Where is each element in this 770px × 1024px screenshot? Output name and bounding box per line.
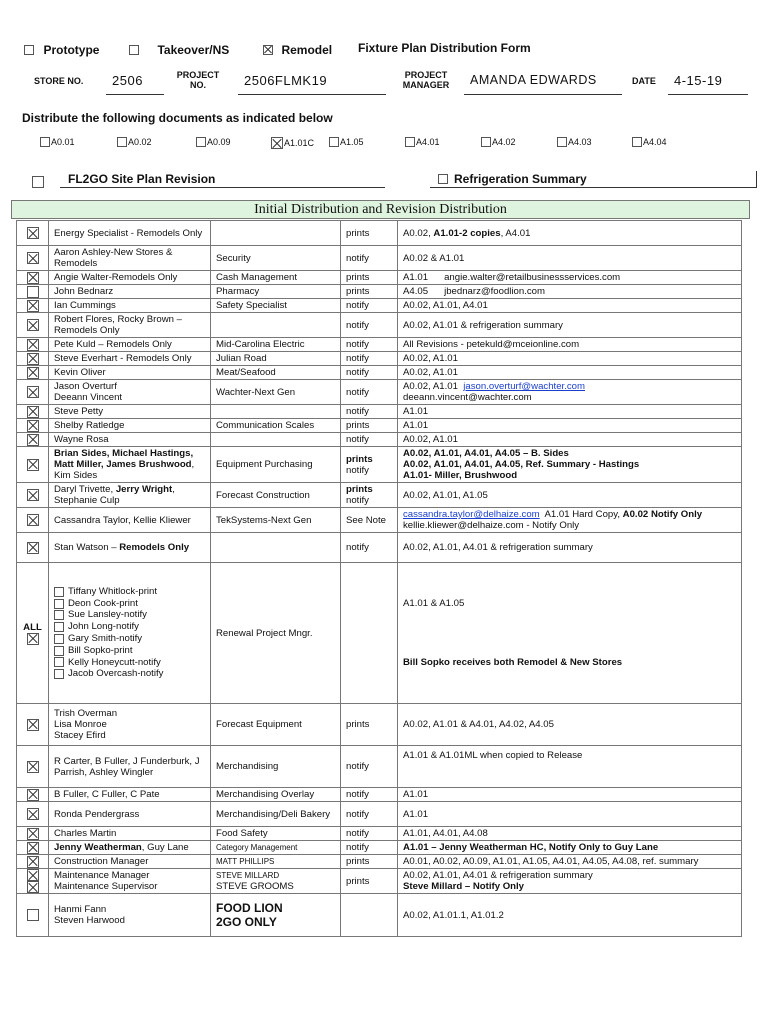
checkbox-icon[interactable] bbox=[117, 137, 127, 147]
method: notify bbox=[341, 338, 398, 352]
table-row bbox=[17, 746, 742, 788]
doc-a4-02[interactable]: A4.02 bbox=[481, 137, 516, 147]
list-item: John Long-notify bbox=[54, 621, 205, 633]
documents: A1.01 & A1.01ML when copied to Release bbox=[398, 746, 742, 788]
method: prints notify bbox=[341, 483, 398, 508]
table-row bbox=[17, 313, 742, 338]
checkbox-checked-icon[interactable] bbox=[27, 808, 39, 820]
fl2go-site-plan-line bbox=[60, 171, 385, 188]
checkbox-icon[interactable] bbox=[632, 137, 642, 147]
table-row bbox=[17, 483, 742, 508]
checkbox-checked-icon[interactable] bbox=[27, 856, 39, 868]
table-row bbox=[17, 352, 742, 366]
recipient: Maintenance Manager Maintenance Supervisor bbox=[49, 869, 211, 894]
documents: All Revisions - petekuld@mceionline.com bbox=[398, 338, 742, 352]
checkbox-icon[interactable] bbox=[54, 646, 64, 656]
department: Julian Road bbox=[211, 352, 341, 366]
checkbox-checked-icon[interactable] bbox=[27, 420, 39, 432]
checkbox-icon[interactable] bbox=[54, 610, 64, 620]
checkbox-icon[interactable] bbox=[405, 137, 415, 147]
documents: A0.02, A1.01 bbox=[398, 366, 742, 380]
method: notify bbox=[341, 827, 398, 841]
documents: A0.02, A1.01, A4.01 & refrigeration summary Steve Millard – Notify Only bbox=[398, 869, 742, 894]
option-remodel[interactable]: Remodel bbox=[263, 41, 332, 59]
table-row bbox=[17, 221, 742, 246]
checkbox-icon[interactable] bbox=[24, 45, 34, 55]
documents: A1.01 bbox=[398, 405, 742, 419]
table-row bbox=[17, 841, 742, 855]
department: TekSystems-Next Gen bbox=[211, 508, 341, 533]
recipient: Trish Overman Lisa Monroe Stacey Efird bbox=[49, 704, 211, 746]
checkbox-checked-icon[interactable] bbox=[27, 842, 39, 854]
documents: A0.02, A1.01 bbox=[398, 433, 742, 447]
table-row bbox=[17, 788, 742, 802]
documents: A1.01 angie.walter@retailbusinessservices.com bbox=[398, 271, 742, 285]
project-no-field[interactable]: 2506FLMK19 bbox=[238, 70, 386, 95]
email-link[interactable]: jason.overturf@wachter.com bbox=[463, 381, 585, 392]
checkbox-checked-icon[interactable] bbox=[27, 542, 39, 554]
documents: A0.02, A1.01 jason.overturf@wachter.com deeann.vincent@wachter.com bbox=[398, 380, 742, 405]
table-row bbox=[17, 366, 742, 380]
table-row bbox=[17, 855, 742, 869]
department: Forecast Construction bbox=[211, 483, 341, 508]
documents: A1.01 & A1.05 Bill Sopko receives both Remodel & New Stores bbox=[398, 563, 742, 704]
method: notify bbox=[341, 746, 398, 788]
documents: cassandra.taylor@delhaize.com A1.01 Hard Copy, A0.02 Notify Only kellie.kliewer@delhaize.com - Notify Only bbox=[398, 508, 742, 533]
table-row bbox=[17, 433, 742, 447]
recipient: Shelby Ratledge bbox=[49, 419, 211, 433]
recipient: Wayne Rosa bbox=[49, 433, 211, 447]
method: notify bbox=[341, 802, 398, 827]
doc-a1-01c[interactable]: A1.01C bbox=[271, 137, 314, 149]
fl2go-site-plan-checkbox[interactable] bbox=[32, 176, 44, 188]
department: Communication Scales bbox=[211, 419, 341, 433]
date-field[interactable]: 4-15-19 bbox=[668, 70, 748, 95]
list-item: Kelly Honeycutt-notify bbox=[54, 657, 205, 669]
recipient: R Carter, B Fuller, J Funderburk, J Parrish, Ashley Wingler bbox=[49, 746, 211, 788]
method: See Note bbox=[341, 508, 398, 533]
documents: A1.01 bbox=[398, 419, 742, 433]
form-title: Fixture Plan Distribution Form bbox=[358, 41, 531, 55]
recipient-list bbox=[49, 563, 211, 704]
table-row bbox=[17, 563, 742, 704]
table-row bbox=[17, 338, 742, 352]
department: Meat/Seafood bbox=[211, 366, 341, 380]
method: prints notify bbox=[341, 447, 398, 483]
method: prints bbox=[341, 221, 398, 246]
list-item: Sue Lansley-notify bbox=[54, 609, 205, 621]
department: Food Safety bbox=[211, 827, 341, 841]
documents: A0.02, A1.01, A4.01 bbox=[398, 299, 742, 313]
department bbox=[211, 405, 341, 419]
checkbox-checked-icon[interactable] bbox=[27, 272, 39, 284]
table-row bbox=[17, 508, 742, 533]
project-manager-field[interactable]: AMANDA EDWARDS bbox=[464, 70, 622, 95]
documents: A1.01, A4.01, A4.08 bbox=[398, 827, 742, 841]
recipient: Hanmi Fann Steven Harwood bbox=[49, 894, 211, 937]
checkbox-icon[interactable] bbox=[54, 622, 64, 632]
checkbox-icon[interactable] bbox=[27, 909, 39, 921]
recipient: Steve Everhart - Remodels Only bbox=[49, 352, 211, 366]
table-row bbox=[17, 447, 742, 483]
checkbox-checked-icon[interactable] bbox=[27, 489, 39, 501]
department bbox=[211, 433, 341, 447]
recipient: Daryl Trivette, Jerry Wright, Stephanie Culp bbox=[49, 483, 211, 508]
department: Forecast Equipment bbox=[211, 704, 341, 746]
department: Pharmacy bbox=[211, 285, 341, 299]
method: notify bbox=[341, 841, 398, 855]
refrigeration-summary-checkbox[interactable] bbox=[438, 174, 448, 184]
documents: A0.02, A1.01 bbox=[398, 352, 742, 366]
department bbox=[211, 533, 341, 563]
documents: A4.05 jbednarz@foodlion.com bbox=[398, 285, 742, 299]
method: notify bbox=[341, 246, 398, 271]
doc-a4-03[interactable]: A4.03 bbox=[557, 137, 592, 147]
documents: A1.01 – Jenny Weatherman HC, Notify Only to Guy Lane bbox=[398, 841, 742, 855]
method: notify bbox=[341, 299, 398, 313]
checkbox-icon[interactable] bbox=[27, 286, 39, 298]
checkbox-checked-icon[interactable] bbox=[27, 719, 39, 731]
department: Mid-Carolina Electric bbox=[211, 338, 341, 352]
doc-a1-05[interactable]: A1.05 bbox=[329, 137, 364, 147]
fl2go-site-plan-label: FL2GO Site Plan Revision bbox=[68, 172, 216, 186]
department: Cash Management bbox=[211, 271, 341, 285]
table-row bbox=[17, 285, 742, 299]
refrigeration-summary-label: Refrigeration Summary bbox=[454, 172, 587, 186]
recipient: Charles Martin bbox=[49, 827, 211, 841]
department: Security bbox=[211, 246, 341, 271]
method bbox=[341, 894, 398, 937]
recipient: Pete Kuld – Remodels Only bbox=[49, 338, 211, 352]
option-takeover-ns[interactable]: Takeover/NS bbox=[129, 41, 229, 59]
recipient: Ian Cummings bbox=[49, 299, 211, 313]
checkbox-icon[interactable] bbox=[129, 45, 139, 55]
documents: A1.01 bbox=[398, 788, 742, 802]
list-item: Bill Sopko-print bbox=[54, 645, 205, 657]
table-row bbox=[17, 802, 742, 827]
checkbox-checked-icon[interactable] bbox=[27, 300, 39, 312]
department: FOOD LION 2GO ONLY bbox=[211, 894, 341, 937]
method: prints bbox=[341, 285, 398, 299]
checkbox-checked-icon[interactable] bbox=[27, 434, 39, 446]
department: Merchandising/Deli Bakery bbox=[211, 802, 341, 827]
recipient: Stan Watson – Remodels Only bbox=[49, 533, 211, 563]
store-no-label: STORE NO. bbox=[34, 76, 84, 86]
checkbox-icon[interactable] bbox=[54, 634, 64, 644]
checkbox-checked-icon[interactable] bbox=[27, 459, 39, 471]
department: MATT PHILLIPS bbox=[211, 855, 341, 869]
checkbox-icon[interactable] bbox=[481, 137, 491, 147]
table-row bbox=[17, 419, 742, 433]
documents: A0.02, A1.01, A1.05 bbox=[398, 483, 742, 508]
recipient: Kevin Oliver bbox=[49, 366, 211, 380]
method: notify bbox=[341, 313, 398, 338]
table-row bbox=[17, 827, 742, 841]
recipient: John Bednarz bbox=[49, 285, 211, 299]
recipient: Brian Sides, Michael Hastings, Matt Miller, James Brushwood, Kim Sides bbox=[49, 447, 211, 483]
recipient: Energy Specialist - Remodels Only bbox=[49, 221, 211, 246]
checkbox-checked-icon[interactable] bbox=[271, 137, 283, 149]
documents: A0.01, A0.02, A0.09, A1.01, A1.05, A4.01, A4.05, A4.08, ref. summary bbox=[398, 855, 742, 869]
recipient: Construction Manager bbox=[49, 855, 211, 869]
list-item: Tiffany Whitlock-print bbox=[54, 586, 205, 598]
checkbox-checked-icon[interactable] bbox=[27, 367, 39, 379]
checkbox-checked-icon[interactable] bbox=[27, 828, 39, 840]
table-row bbox=[17, 380, 742, 405]
checkbox-checked-icon[interactable] bbox=[27, 789, 39, 801]
distribution-table bbox=[16, 220, 742, 937]
email-link[interactable]: cassandra.taylor@delhaize.com bbox=[403, 509, 540, 520]
department: Wachter-Next Gen bbox=[211, 380, 341, 405]
checkbox-icon[interactable] bbox=[54, 657, 64, 667]
table-row bbox=[17, 246, 742, 271]
store-no-field[interactable]: 2506 bbox=[106, 70, 164, 95]
department bbox=[211, 221, 341, 246]
list-item: Gary Smith-notify bbox=[54, 633, 205, 645]
department: Merchandising bbox=[211, 746, 341, 788]
recipient: Jason Overturf Deeann Vincent bbox=[49, 380, 211, 405]
doc-a4-01[interactable]: A4.01 bbox=[405, 137, 440, 147]
recipient: Robert Flores, Rocky Brown – Remodels Only bbox=[49, 313, 211, 338]
method: notify bbox=[341, 380, 398, 405]
checkbox-icon[interactable] bbox=[329, 137, 339, 147]
date-label: DATE bbox=[632, 76, 656, 86]
recipient: Jenny Weatherman, Guy Lane bbox=[49, 841, 211, 855]
checkbox-icon[interactable] bbox=[196, 137, 206, 147]
checkbox-checked-icon[interactable] bbox=[27, 386, 39, 398]
documents: A0.02 & A1.01 bbox=[398, 246, 742, 271]
project-no-label: PROJECT NO. bbox=[176, 70, 220, 90]
recipient: B Fuller, C Fuller, C Pate bbox=[49, 788, 211, 802]
department: Equipment Purchasing bbox=[211, 447, 341, 483]
recipient: Ronda Pendergrass bbox=[49, 802, 211, 827]
documents: A0.02, A1.01-2 copies, A4.01 bbox=[398, 221, 742, 246]
checkbox-icon[interactable] bbox=[54, 587, 64, 597]
checkbox-checked-icon[interactable] bbox=[263, 45, 273, 55]
method: notify bbox=[341, 352, 398, 366]
checkbox-checked-icon[interactable] bbox=[27, 252, 39, 264]
department: STEVE MILLARD STEVE GROOMS bbox=[211, 869, 341, 894]
method: notify bbox=[341, 366, 398, 380]
method: notify bbox=[341, 405, 398, 419]
method: notify bbox=[341, 433, 398, 447]
checkbox-icon[interactable] bbox=[40, 137, 50, 147]
method bbox=[341, 563, 398, 704]
table-row bbox=[17, 271, 742, 285]
doc-a4-04[interactable]: A4.04 bbox=[632, 137, 667, 147]
documents: A0.02, A1.01 & A4.01, A4.02, A4.05 bbox=[398, 704, 742, 746]
method: prints bbox=[341, 855, 398, 869]
table-row bbox=[17, 299, 742, 313]
department: Safety Specialist bbox=[211, 299, 341, 313]
recipient: Angie Walter-Remodels Only bbox=[49, 271, 211, 285]
method: prints bbox=[341, 271, 398, 285]
checkbox-checked-icon[interactable] bbox=[27, 339, 39, 351]
checkbox-checked-icon[interactable] bbox=[27, 633, 39, 645]
checkbox-checked-icon[interactable] bbox=[27, 353, 39, 365]
table-row bbox=[17, 894, 742, 937]
method: notify bbox=[341, 533, 398, 563]
checkbox-checked-icon[interactable] bbox=[27, 761, 39, 773]
department bbox=[211, 313, 341, 338]
method: prints bbox=[341, 419, 398, 433]
recipient: Aaron Ashley-New Stores & Remodels bbox=[49, 246, 211, 271]
checkbox-checked-icon[interactable] bbox=[27, 514, 39, 526]
documents: A0.02, A1.01 & refrigeration summary bbox=[398, 313, 742, 338]
recipient: Steve Petty bbox=[49, 405, 211, 419]
table-title: Initial Distribution and Revision Distribution bbox=[11, 200, 750, 219]
table-row bbox=[17, 704, 742, 746]
checkbox-icon[interactable] bbox=[557, 137, 567, 147]
all-label: ALL bbox=[23, 621, 42, 633]
checkbox-checked-icon[interactable] bbox=[27, 881, 39, 893]
doc-a0-09[interactable]: A0.09 bbox=[196, 137, 231, 147]
doc-a0-02[interactable]: A0.02 bbox=[117, 137, 152, 147]
method: prints bbox=[341, 704, 398, 746]
table-row bbox=[17, 405, 742, 419]
list-item: Deon Cook-print bbox=[54, 598, 205, 610]
list-item: Jacob Overcash-notify bbox=[54, 668, 205, 680]
documents: A1.01 bbox=[398, 802, 742, 827]
checkbox-checked-icon[interactable] bbox=[27, 869, 39, 881]
department: Renewal Project Mngr. bbox=[211, 563, 341, 704]
documents: A0.02, A1.01, A4.01 & refrigeration summary bbox=[398, 533, 742, 563]
refrigeration-summary-line bbox=[430, 171, 757, 188]
documents: A0.02, A1.01.1, A1.01.2 bbox=[398, 894, 742, 937]
checkbox-icon[interactable] bbox=[54, 669, 64, 679]
doc-a0-01[interactable]: A0.01 bbox=[40, 137, 75, 147]
recipient: Cassandra Taylor, Kellie Kliewer bbox=[49, 508, 211, 533]
checkbox-checked-icon[interactable] bbox=[27, 319, 39, 331]
option-prototype[interactable]: Prototype bbox=[24, 41, 99, 59]
documents: A0.02, A1.01, A4.01, A4.05 – B. Sides A0.02, A1.01, A4.01, A4.05, Ref. Summary - Hastings A1.01- Miller, Brushwood bbox=[398, 447, 742, 483]
method: notify bbox=[341, 788, 398, 802]
checkbox-icon[interactable] bbox=[54, 599, 64, 609]
table-row bbox=[17, 533, 742, 563]
checkbox-checked-icon[interactable] bbox=[27, 406, 39, 418]
checkbox-checked-icon[interactable] bbox=[27, 227, 39, 239]
department: Merchandising Overlay bbox=[211, 788, 341, 802]
project-manager-label: PROJECT MANAGER bbox=[402, 70, 450, 90]
department: Category Management bbox=[211, 841, 341, 855]
method: prints bbox=[341, 869, 398, 894]
instruction-text: Distribute the following documents as indicated below bbox=[22, 111, 333, 125]
table-row bbox=[17, 869, 742, 894]
